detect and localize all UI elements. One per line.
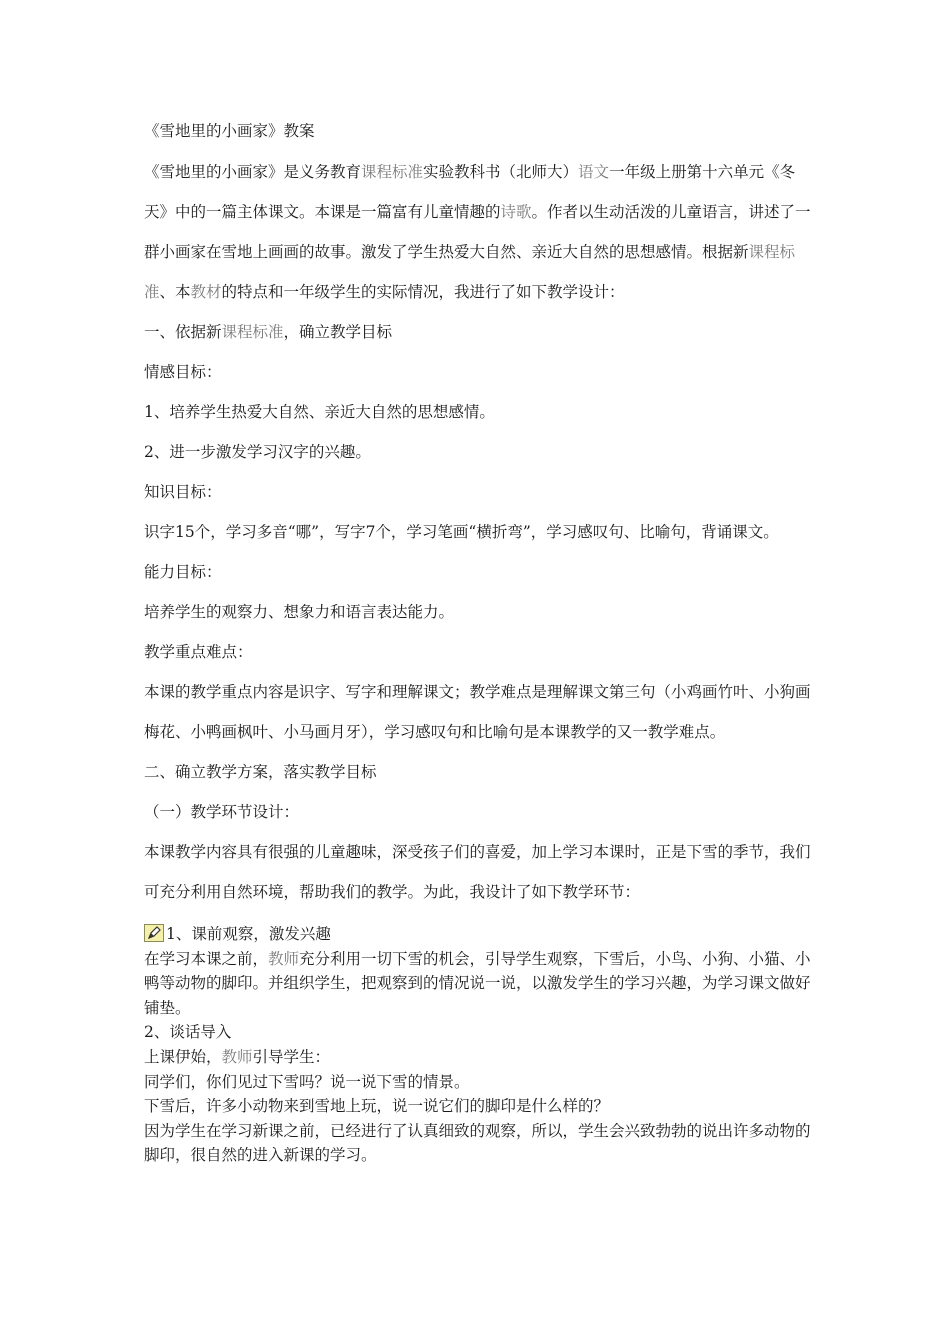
question-2: 下雪后，许多小动物来到雪地上玩，说一说它们的脚印是什么样的？ — [144, 1097, 610, 1116]
step2-text-part: 引导学生： — [252, 1047, 331, 1066]
pen-icon — [144, 924, 164, 942]
intro-text: 。作者以生动活泼的儿童语言，讲述了一群小画家在雪地上画画的故事。激发了学生热爱大自然、亲近大自然的思想感情。根据新 — [144, 203, 811, 261]
design-text: 本课教学内容具有很强的儿童趣味，深受孩子们的喜爱，加上学习本课时，正是下雪的季节，我们可充分利用自然环境，帮助我们的教学。为此，我设计了如下教学环节： — [144, 843, 811, 901]
link-teacher[interactable]: 教师 — [268, 949, 300, 968]
intro-text: 实验教科书（北师大） — [423, 163, 579, 181]
emotion-heading: 情感目标： — [144, 363, 222, 381]
intro-paragraph — [144, 152, 812, 312]
knowledge-text: 识字15个，学习多音“哪”，写字7个，学习笔画“横折弯”，学习感叹句、比喻句，背诵课文。 — [144, 523, 779, 541]
question-1: 同学们，你们见过下雪吗？说一说下雪的情景。 — [144, 1072, 470, 1091]
knowledge-heading: 知识目标： — [144, 483, 222, 501]
section-heading-1 — [144, 312, 812, 352]
link-teacher[interactable]: 教师 — [221, 1047, 253, 1066]
intro-text: 、本 — [159, 283, 191, 301]
section-text: 一、依据新 — [144, 323, 222, 341]
key-points-heading: 教学重点难点： — [144, 643, 253, 661]
spacer — [144, 912, 812, 922]
key-points-text: 本课的教学重点内容是识字、写字和理解课文；教学难点是理解课文第三句（小鸡画竹叶、小狗画梅花、小鸭画枫叶、小马画月牙），学习感叹句和比喻句是本课教学的又一教学难点。 — [144, 683, 811, 741]
step2-text — [144, 1045, 812, 1070]
closing-text: 因为学生在学习新课之前，已经进行了认真细致的观察，所以，学生会兴致勃勃的说出许多动物的脚印，很自然的进入新课的学习。 — [144, 1121, 811, 1165]
step1-text-part: 充分利用一切下雪的机会，引导学生观察，下雪后，小鸟、小狗、小猫、小鸭等动物的脚印。并组织学生，把观察到的情况说一说，以激发学生的学习兴趣，为学习课文做好铺垫。 — [144, 949, 811, 1017]
section-heading-2: 二、确立教学方案，落实教学目标 — [144, 763, 377, 781]
document-title: 《雪地里的小画家》教案 — [144, 122, 315, 140]
intro-text: 一年级上册第十六单元《冬天》中的一篇主体课文。本课是一篇富有儿童情趣的 — [144, 163, 796, 221]
emotion-item-1: 1、培养学生热爱大自然、亲近大自然的思想感情。 — [144, 403, 495, 421]
link-chinese[interactable]: 语文 — [578, 163, 610, 181]
step2-text-part: 上课伊始， — [144, 1047, 222, 1066]
document-page — [144, 118, 812, 1168]
intro-text: 的特点和一年级学生的实际情况，我进行了如下教学设计： — [221, 283, 625, 301]
emotion-item-2: 2、进一步激发学习汉字的兴趣。 — [144, 443, 371, 461]
link-curriculum-standard[interactable]: 课程标准 — [144, 243, 796, 301]
link-curriculum-standard[interactable]: 课程标准 — [221, 323, 284, 341]
step1-text — [144, 947, 812, 1021]
link-curriculum-standard[interactable]: 课程标准 — [361, 163, 424, 181]
ability-heading: 能力目标： — [144, 563, 222, 581]
step2-title: 2、谈话导入 — [144, 1023, 232, 1042]
ability-text: 培养学生的观察力、想象力和语言表达能力。 — [144, 603, 455, 621]
step1-title-text: 1、课前观察，激发兴趣 — [166, 925, 331, 943]
step1-text-part: 在学习本课之前， — [144, 949, 269, 968]
link-poetry[interactable]: 诗歌 — [500, 203, 532, 221]
section-text: ，确立教学目标 — [283, 323, 393, 341]
subsection-heading-1: （一）教学环节设计： — [144, 803, 300, 821]
link-textbook[interactable]: 教材 — [190, 283, 222, 301]
step1-title — [144, 922, 812, 947]
intro-text: 《雪地里的小画家》是义务教育 — [144, 163, 362, 181]
